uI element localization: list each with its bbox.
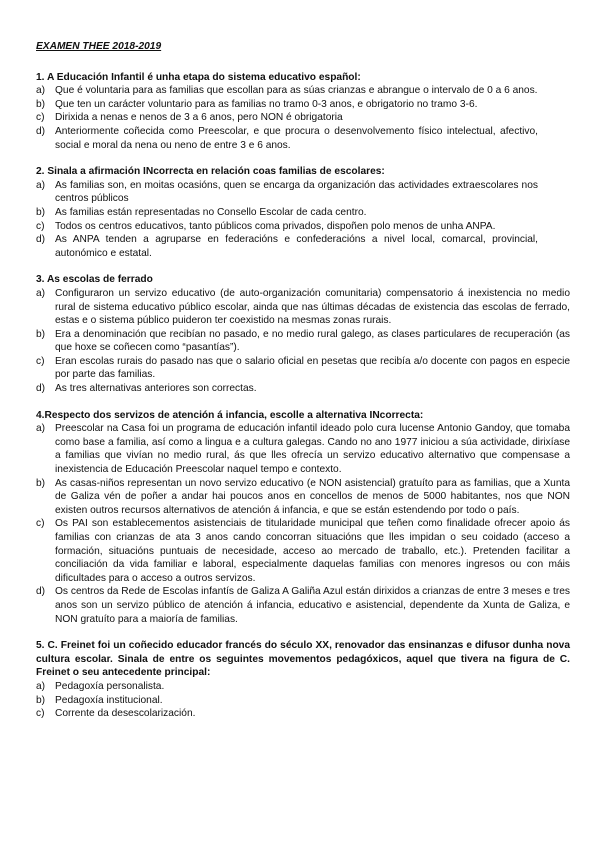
- question-list: [36, 71, 570, 721]
- option-letter: c): [36, 220, 45, 232]
- question-text: 1. A Educación Infantil é unha etapa do sistema educativo español:: [36, 71, 361, 83]
- answer-option: [36, 84, 570, 98]
- answer-option: [36, 287, 570, 328]
- answer-option: [36, 355, 570, 382]
- exam-title: EXAMEN THEE 2018-2019: [36, 41, 162, 52]
- answer-option: [36, 233, 570, 260]
- option-letter: a): [36, 85, 46, 97]
- option-text: Que ten un carácter voluntario para as familias no tramo 0-3 anos, e obrigatorio no tramo 3-6.: [55, 98, 478, 110]
- answer-option: [36, 179, 570, 206]
- option-text: Os centros da Rede de Escolas infantís de Galiza A Galiña Azul están dirixidos a crianzas de entre 3 meses e tres anos son un servizo público de atención á infancia, educativo e asistencial, dependente da Xunta de Galiza, e NON gratuíto para a maioría de familias.: [55, 586, 570, 625]
- option-text: Todos os centros educativos, tanto públicos coma privados, dispoñen polo menos de unha ANPA.: [55, 220, 496, 232]
- question-3: [36, 273, 570, 395]
- option-text: As tres alternativas anteriores son correctas.: [55, 383, 257, 395]
- option-text: Pedagoxía personalista.: [55, 680, 165, 692]
- question-1: [36, 71, 570, 153]
- question-2: [36, 165, 570, 260]
- answer-options: [36, 287, 570, 396]
- option-letter: a): [36, 287, 46, 299]
- question-text: 3. As escolas de ferrado: [36, 274, 153, 286]
- option-letter: b): [36, 98, 46, 110]
- answer-option: [36, 206, 570, 220]
- answer-option: [36, 125, 570, 152]
- answer-option: [36, 694, 570, 708]
- answer-option: [36, 382, 570, 396]
- option-letter: c): [36, 518, 45, 530]
- option-letter: b): [36, 206, 46, 218]
- option-letter: d): [36, 234, 46, 246]
- option-text: Que é voluntaria para as familias que escollan para as súas crianzas e abrangue o intervalo de 0 a 6 anos.: [55, 85, 538, 97]
- question-text: 2. Sinala a afirmación INcorrecta en relación coas familias de escolares:: [36, 166, 385, 178]
- option-text: As ANPA tenden a agruparse en federacións e confederacións a nivel local, comarcal, provincial, autonómico e estatal.: [55, 234, 538, 259]
- answer-options: [36, 680, 570, 721]
- option-letter: d): [36, 586, 46, 598]
- answer-options: [36, 84, 570, 152]
- question-5: [36, 639, 570, 721]
- option-text: As familias están representadas no Consello Escolar de cada centro.: [55, 206, 367, 218]
- answer-option: [36, 422, 570, 476]
- option-letter: d): [36, 125, 46, 137]
- answer-option: [36, 477, 570, 518]
- option-text: Os PAI son establecementos asistenciais de titularidade municipal que teñen como finalidade ofrecer apoio ás familias con crianzas de ata 3 anos cando concorran situacións que lles impidan o seu coidado (acceso a formación, situacións puntuais de necesidade, acceso ao mercado de traballo, etc.). Pretenden facilitar a conciliación da vida familiar e laboral, especialmente daquelas familias con menores ingresos ou con máis dificultades para o acceso a outros servizos.: [55, 518, 570, 584]
- answer-option: [36, 220, 570, 234]
- question-4: [36, 409, 570, 627]
- answer-option: [36, 328, 570, 355]
- option-text: Anteriormente coñecida como Preescolar, e que procura o desenvolvemento físico intelectual, afectivo, social e moral da nena ou neno de entre 3 e 6 anos.: [55, 125, 538, 151]
- option-text: As familias son, en moitas ocasións, quen se encarga da organización das actividades extraescolares nos centros públicos: [55, 179, 538, 205]
- option-letter: a): [36, 423, 46, 435]
- option-text: Era a denominación que recibían no pasado, e no medio rural galego, as clases particulares de recuperación (as que hoxe se coñecen como “pasantías”).: [55, 328, 570, 354]
- option-letter: b): [36, 477, 46, 489]
- option-letter: c): [36, 355, 45, 367]
- option-text: Pedagoxía institucional.: [55, 694, 163, 706]
- option-text: Preescolar na Casa foi un programa de educación infantil ideado polo cura lucense Antonio Gandoy, que tomaba como base a familia, así como a lingua e a cultura galegas. Cando no ano 1977 iniciou a súa actividade, dirixíase a familias que vivían no medio rural, ás que lles ofrecía un servizo educativo alternativo que compensase a inexistencia de Educación Preescolar naquel tempo e contexto.: [55, 423, 570, 476]
- option-letter: a): [36, 179, 46, 191]
- option-letter: c): [36, 708, 45, 720]
- question-text: 4.Respecto dos servizos de atención á infancia, escolle a alternativa INcorrecta:: [36, 409, 424, 421]
- question-text: 5. C. Freinet foi un coñecido educador francés do século XX, renovador das ensinanzas e difusor dunha nova cultura escolar. Sinala de entre os seguintes movementos pedagóxicos, aquel que tivera na figura de C. Freinet o seu antecedente principal:: [36, 640, 570, 679]
- option-letter: c): [36, 112, 45, 124]
- answer-option: [36, 111, 570, 125]
- answer-option: [36, 98, 570, 112]
- answer-options: [36, 179, 570, 261]
- option-text: Configuraron un servizo educativo (de auto-organización comunitaria) compensatorio á inexistencia no medio rural de sistema educativo público escolar, ainda que nas últimas décadas de existencia das escolas de ferrado, estas e o sistema público puideron ter coexistido na mesmas zonas rurais.: [55, 287, 570, 327]
- answer-option: [36, 707, 570, 721]
- answer-options: [36, 422, 570, 626]
- option-text: Corrente da desescolarización.: [55, 708, 196, 720]
- option-text: As casas-niños representan un novo servizo educativo (e NON asistencial) gratuíto para as familias, que a Xunta de Galiza vén de poñer a andar hai poucos anos en concellos de menos de 5000 habitantes, nos que NON existen outros recursos alternativos de atención á infancia, e que se están estendendo por todo o país.: [55, 477, 570, 516]
- answer-option: [36, 517, 570, 585]
- answer-option: [36, 680, 570, 694]
- option-text: Dirixida a nenas e nenos de 3 a 6 anos, pero NON é obrigatoria: [55, 112, 343, 124]
- option-letter: b): [36, 328, 46, 340]
- option-letter: a): [36, 680, 46, 692]
- answer-option: [36, 585, 570, 626]
- option-letter: d): [36, 383, 46, 395]
- option-letter: b): [36, 694, 46, 706]
- option-text: Eran escolas rurais do pasado nas que o salario oficial en pesetas que recibía a/o docente con pagos en especie por parte das familias.: [55, 355, 570, 381]
